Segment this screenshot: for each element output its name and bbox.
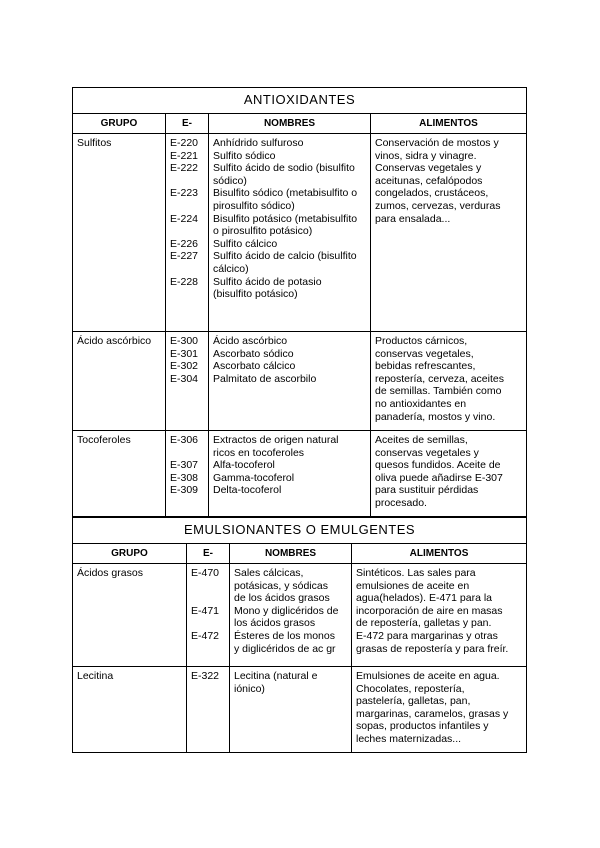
grupo-cell: Ácido ascórbico (73, 332, 166, 431)
col-header-alimentos: ALIMENTOS (352, 544, 527, 564)
grupo-cell: Tocoferoles (73, 431, 166, 517)
col-header-grupo: GRUPO (73, 114, 166, 134)
col-header-alimentos: ALIMENTOS (371, 114, 527, 134)
grupo-cell: Sulfitos (73, 134, 166, 332)
col-header-grupo: GRUPO (73, 544, 187, 564)
table-row (73, 431, 527, 517)
codes-cell: E-220 E-221 E-222 E-223 E-224 E-226 E-227 E-228 (166, 134, 209, 332)
col-header-e: E- (166, 114, 209, 134)
nombres-cell: Anhídrido sulfuroso Sulfito sódico Sulfito ácido de sodio (bisulfito sódico) Bisulfito sódico (metabisulfito o pirosulfito sódico) Bisulfito potásico (metabisulfito o pirosulfito potásico) Sulfito cálcico Sulfito ácido de calcio (bisulfito cálcico) Sulfito ácido de potasio (bisulfito potásico) (209, 134, 371, 332)
codes-cell: E-470 E-471 E-472 (187, 564, 230, 667)
codes-cell: E-300 E-301 E-302 E-304 (166, 332, 209, 431)
nombres-cell: Extractos de origen natural ricos en tocoferoles Alfa-tocoferol Gamma-tocoferol Delta-tocoferol (209, 431, 371, 517)
codes-cell: E-306 E-307 E-308 E-309 (166, 431, 209, 517)
nombres-cell: Lecitina (natural e iónico) (230, 667, 352, 753)
nombres-cell: Sales cálcicas, potásicas, y sódicas de los ácidos grasos Mono y diglicéridos de los ácidos grasos Ésteres de los monos y diglicéridos de ac gr (230, 564, 352, 667)
table-row (73, 667, 527, 753)
col-header-e: E- (187, 544, 230, 564)
alimentos-cell: Aceites de semillas, conservas vegetales y quesos fundidos. Aceite de oliva puede añadirse E-307 para sustituir pérdidas procesado. (371, 431, 527, 517)
col-header-nombres: NOMBRES (230, 544, 352, 564)
nombres-cell: Ácido ascórbico Ascorbato sódico Ascorbato cálcico Palmitato de ascorbilo (209, 332, 371, 431)
emulsionantes-table (72, 517, 527, 753)
table-row (73, 332, 527, 431)
antioxidantes-table (72, 87, 527, 517)
table-row (73, 134, 527, 332)
grupo-cell: Ácidos grasos (73, 564, 187, 667)
codes-cell: E-322 (187, 667, 230, 753)
table-row (73, 564, 527, 667)
table-title: EMULSIONANTES O EMULGENTES (73, 518, 527, 544)
grupo-cell: Lecitina (73, 667, 187, 753)
alimentos-cell: Productos cárnicos, conservas vegetales, bebidas refrescantes, repostería, cerveza, aceites de semillas. También como no antioxidantes en panadería, mostos y vino. (371, 332, 527, 431)
col-header-nombres: NOMBRES (209, 114, 371, 134)
alimentos-cell: Emulsiones de aceite en agua. Chocolates, repostería, pastelería, galletas, pan, margarinas, caramelos, grasas y sopas, productos infantiles y leches maternizadas... (352, 667, 527, 753)
alimentos-cell: Conservación de mostos y vinos, sidra y vinagre. Conservas vegetales y aceitunas, cefalópodos congelados, crustáceos, zumos, cervezas, verduras para ensalada... (371, 134, 527, 332)
table-title: ANTIOXIDANTES (73, 88, 527, 114)
alimentos-cell: Sintéticos. Las sales para emulsiones de aceite en agua(helados). E-471 para la incorporación de aire en masas de repostería, galletas y pan. E-472 para margarinas y otras grasas de repostería y para freír. (352, 564, 527, 667)
